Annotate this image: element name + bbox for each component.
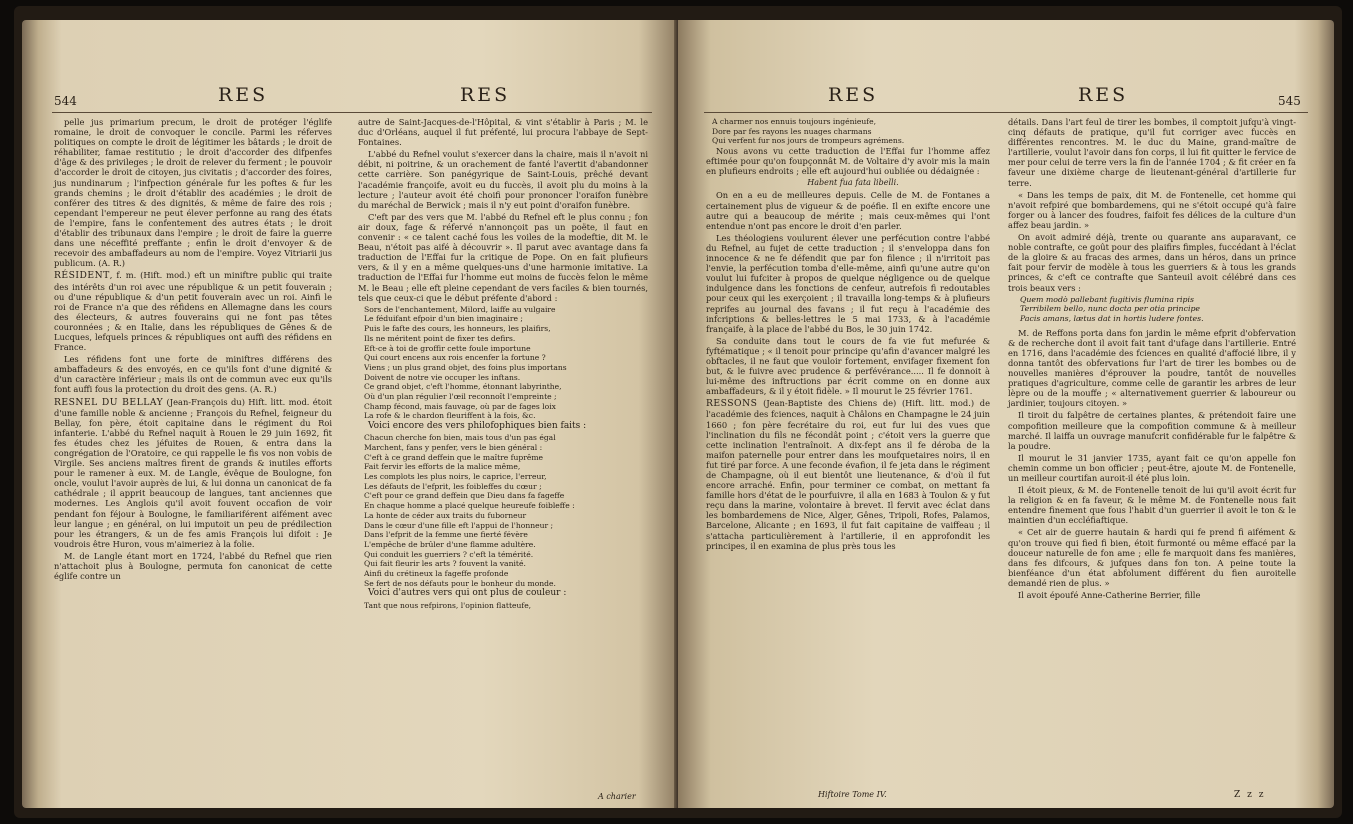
entry-headword: RESNEL DU BELLAY <box>54 396 164 408</box>
entry-text: (Jean-Baptiste des Chiens de) (Hift. litt. mod.) de l'académie des fciences, naquit à Châlons en Champagne le 24 juin 1660 ; fon père fecrétaire du roi, eut fur lui des vues que l'inclination du fils ne fécondât point ; c'étoit vers la guerre que cette inclination l'entraînoit. A dix-fept ans il fe déroba de la maifon paternelle pour entrer dans les moufquetaires noirs, il en fut tiré par force. A une feconde évafion, il fe jeta dans le régiment de Champagne, où il eut bientôt une lieutenance, & d'où il fut encore arraché. Enfin, pour terminer ce combat, on mettant fa famille hors d'état de le pourfuivre, il alla en 1683 à Toulon & y fut reçu dans la marine, volontaire à brevet. Il fervit avec éclat dans les bombardemens de Nice, Alger, Gênes, Tripoli, Rofes, Palamos, Barcelone, Alicante ; en 1693, il fut fait capitaine de vaiffeau ; il s'attacha particulièrement à l'artillerie, il en approfondit les principes, il en examina de plus près tous les <box>706 398 990 551</box>
verse-intro: Voici encore des vers philofophiques bien faits : <box>368 421 587 432</box>
paragraph: M. de Langle étant mort en 1724, l'abbé du Refnel que rien n'attachoit plus à Boulogne, permuta fon canonicat de cette églife contre un <box>54 550 332 582</box>
verse-line: Dans le cœur d'une fille eft l'appui de l'honneur ; <box>364 520 554 530</box>
paragraph: Nous avons vu cette traduction de l'Effai fur l'homme affez eftimée pour qu'on foupçonnât M. de Voltaire d'y avoir mis la main en plufieurs endroits ; elle eft aujourd'hui oubliée ou dédaignée : <box>706 146 990 177</box>
verse-line: Terribilem bello, nunc docta per otia principe <box>1020 304 1201 314</box>
dictionary-entry <box>706 398 990 550</box>
entry-text: , f. m. (Hift. mod.) eft un miniftre public qui traite des intérêts d'un roi avec une république & un petit fouverain ; ou d'une république & d'un petit fouverain avec un roi. Ainfi le roi de France n'a que des réfidens en Allemagne dans les cours des électeurs, & autres fouverains qui ne font pas têtes couronnées ; & en Italie, dans les républiques de Gênes & de Lucques, lefquels princes & républiques ont auffi des réfidens en France. <box>54 270 332 353</box>
verse-line: C'eft pour ce grand deffein que Dieu dans fa fageffe <box>364 491 565 501</box>
right-column-1 <box>706 117 990 777</box>
verse-line: Le féduifant efpoir d'un bien imaginaire ; <box>364 314 523 324</box>
verse-line: Ainfi du crétineux la fageffe profonde <box>364 569 509 579</box>
verse-line: Doivent de notre vie occuper les inftans. <box>364 372 521 382</box>
entry-text: (Jean-François du) Hift. litt. mod. étoit d'une famille noble & ancienne ; François du Refnel, feigneur du Bellay, fon père, étoit capitaine dans le régiment du Roi infanterie. L'abbé du Refnel naquit à Rouen le 29 juin 1692, fit fes études chez les jéfuites de Rouen, & entra dans la congrégation de l'Oratoire, ce qui rappelle le fis vos non vobis de Virgile. Ses anciens maîtres firent de grands & inutiles efforts pour le ramener à eux. M. de Langle, évêque de Boulogne, fon oncle, voulut l'avoir auprès de lui, & lui donna un canonicat de fa cathédrale ; il apprit beaucoup de langues, tant anciennes que modernes. Les Anglois qu'il avoit fouvent occafion de voir pendant fon féjour à Boulogne, le familiariférent aifément avec leur langue ; en général, on lui imputoit un peu de prédilection pour les étrangers, & un de fes amis François lui difoit : Je voudrois être Huron, vous m'aimeriez à la folie. <box>54 396 332 549</box>
book-scan <box>14 6 1342 818</box>
verse-line: Puis le fafte des cours, les honneurs, les plaifirs, <box>364 324 551 334</box>
verse-line: C'eft à ce grand deffein que le maître fuprême <box>364 452 544 462</box>
paragraph: C'eft par des vers que M. l'abbé du Refnel eft le plus connu ; fon air doux, fage & réfervé n'annonçoit pas un poëte, il faut en convenir : « ce talent caché fous les voiles de la modeftie, dit M. le Beau, n'étoit pas aifé à découvrir ». Il parut avec avantage dans fa traduction de l'Effai fur la critique de Pope. On en fait plufieurs vers, & il y en a même quelques-uns d'une harmonie imitative. La traduction de l'Effai fur l'homme eut moins de fuccès felon le même M. le Beau ; elle eft pleine cependant de vers faciles & bien tournés, tels que ceux-ci que le début préfente d'abord : <box>358 211 648 303</box>
verse-line: A charmer nos ennuis toujours ingénieufe, <box>712 117 876 126</box>
verse-line: Ils ne méritent point de fixer tes defirs. <box>364 333 516 343</box>
verse-line: Quem modò pallebant fugitivis flumina ripis <box>1020 294 1195 304</box>
paragraph: On en a eu de meilleures depuis. Celle de M. de Fontanes a certainement plus de vigueur & de poéfie. Il en exifte encore une autre qui a beaucoup de mérite ; mais ceux-mêmes qui l'ont entendue n'ont pas encore le droit d'en parler. <box>706 190 990 231</box>
paragraph: Les réfidens font une forte de miniftres différens des ambaffadeurs & des envoyés, en ce qu'ils font d'une dignité & d'un caractère inférieur ; mais ils ont de commun avec eux qu'ils font auffi fous la protection du droit des gens. (A. R.) <box>54 354 332 395</box>
paragraph: pelle jus primarium precum, le droit de protéger l'églife romaine, le droit de convoquer le concile. Parmi les réferves politiques on compte le droit de légitimer les bâtards ; le droit de réhabiliter, famae restitutio ; le droit d'accorder des difpenfes d'âge & des privileges ; le droit de relever du ferment ; le pouvoir d'accorder le droit de citoyen, jus civitatis ; d'accorder des foires, jus nundinarum ; l'infpection générale fur les poftes & fur les grands chemins ; le droit d'établir des académies ; le droit de conférer des titres & des dignités, & même de faire des rois ; cependant l'empereur ne peut élever perfonne au rang des états de l'empire, fans le confentement des autres états ; le droit d'établir des tribunaux dans l'empire ; le droit de faire la guerre dans une néceffité preffante ; enfin le droit d'envoyer & de recevoir des ambaffadeurs au nom de l'empire. Voyez Vitriarii jus publicum. (A. R.) <box>54 117 332 269</box>
verse-line: Qui verfent fur nos jours de trompeurs agrémens. <box>712 136 905 146</box>
page-number: 545 <box>1278 94 1301 108</box>
paragraph: L'abbé du Refnel voulut s'exercer dans la chaire, mais il n'avoit ni débit, ni poitrine, & un orachement de fanté l'avertit d'abandonner cette carrière. Son panégyrique de Saint-Louis, prêché devant l'académie françoife, avoit eu du fuccès, il avoit plu du moins à la lecture ; l'auteur avoit été choifi pour prononcer l'oraifon funèbre du maréchal de Berwick ; mais il n'y eut point d'oraifon funèbre. <box>358 149 648 210</box>
verse-line: Qui fait fleurir les arts ? fouvent la vanité. <box>364 559 526 569</box>
verse-block <box>358 601 648 611</box>
verse-line: En chaque homme a placé quelque heureufe foibleffe : <box>364 501 575 511</box>
paragraph: « Dans les temps de paix, dit M. de Fontenelle, cet homme qui n'avoit refpiré que bombardemens, qui ne s'étoit occupé qu'à faire forger ou à lancer des foudres, faifoit fes délices de la culture d'un affez beau jardin. » <box>1008 189 1296 230</box>
left-column-1 <box>54 117 332 789</box>
verse-line: Viens ; un plus grand objet, des foins plus importans <box>364 362 567 372</box>
left-page <box>22 20 678 808</box>
verse-block <box>358 433 648 588</box>
latin-verse <box>1008 295 1296 324</box>
verse-line: Où d'un plan régulier l'œil reconnoît l'empreinte ; <box>364 392 557 402</box>
verse-line: La rofe & le chardon fleuriffent à la fois, &c. <box>364 411 536 421</box>
right-page <box>678 20 1334 808</box>
verse-line: Les complots les plus noirs, le caprice, l'erreur, <box>364 472 547 482</box>
paragraph: Il étoit pieux, & M. de Fontenelle tenoit de lui qu'il avoit écrit fur la religion & en fa faveur, & le même M. de Fontenelle nous fait entendre finement que fous l'habit d'un guerrier il avoit le ton & le maintien d'un eccléfiaftique. <box>1008 485 1296 526</box>
paragraph: Il tiroit du falpêtre de certaines plantes, & prétendoit faire une compofition meilleure que la compofition commune & à meilleur marché. Il laiffa un ouvrage manufcrit confidérable fur le falpêtre & la poudre. <box>1008 410 1296 451</box>
verse-block <box>706 117 990 146</box>
running-head: RES <box>218 84 269 106</box>
verse-line: Qui conduit les guerriers ? c'eft la témérité. <box>364 549 534 559</box>
running-head: RES <box>460 84 511 106</box>
paragraph: « Cet air de guerre hautain & hardi qui fe prend fi aifément & qu'on trouve qui fied fi bien, étoit furmonté ou même effacé par la douceur naturelle de fon ame ; elle fe marquoit dans fes manières, dans fes difcours, & jufques dans fon ton. A peine toute la bienféance d'un état abfolument différent du fien auroitelle demandé rien de plus. » <box>1008 527 1296 588</box>
verse-block <box>358 305 648 421</box>
verse-line: Tant que nous refpirons, l'opinion flatteufe, <box>364 600 532 610</box>
footer-volume: Hiftoire Tome IV. <box>818 790 887 799</box>
running-head: RES <box>1078 84 1129 106</box>
verse-line: Chacun cherche fon bien, mais tous d'un pas égal <box>364 433 556 443</box>
paragraph: Sa conduite dans tout le cours de fa vie fut mefurée & fyftématique ; « il tenoit pour principe qu'afin d'avancer malgré les obftacles, il ne faut que vouloir fortement, envifager fixement fon but, & le fuivre avec prudence & perfévérance..... Il fe donnoit à lui-même des inftructions par écrit comme on en donne aux ambaffadeurs, & il y étoit fidèle. » Il mourut le 25 février 1761. <box>706 335 990 397</box>
paragraph: détails. Dans l'art feul de tirer les bombes, il comptoit jufqu'à vingt-cinq défauts de pratique, qu'il fut corriger avec fuccès en différentes rencontres. M. le duc du Maine, grand-maître de l'artillerie, voulut l'avoir dans fon corps, il lui fit quitter le fervice de mer pour celui de terre vers la fin de l'année 1704 ; & fit créer en fa faveur une dixième charge de lieutenant-général d'artillerie fur terre. <box>1008 117 1296 188</box>
paragraph: autre de Saint-Jacques-de-l'Hôpital, & vint s'établir à Paris ; M. le duc d'Orléans, auquel il fut préfenté, lui procura l'abbaye de Sept-Fontaines. <box>358 117 648 148</box>
verse-line: Eft-ce à toi de groffir cette foule importune <box>364 343 531 353</box>
header-rule <box>52 112 652 113</box>
verse-line: Fait fervir les efforts de la malice même, <box>364 462 521 472</box>
verse-line: Se fert de nos défauts pour le bonheur du monde. <box>364 578 556 588</box>
entry-headword: RESSONS <box>706 398 758 410</box>
verse-line: La honte de céder aux traits du fuborneur <box>364 510 527 520</box>
catchword: A charier <box>598 792 636 801</box>
verse-line: Marchent, fans y penfer, vers le bien général : <box>364 442 543 452</box>
verse-line: Qui court encens aux rois encenfer la fortune ? <box>364 353 546 363</box>
paragraph: Il mourut le 31 janvier 1735, ayant fait ce qu'on appelle fon chemin comme un bon officier ; peut-être, ajoute M. de Fontenelle, un meilleur courtifan auroit-il été plus loin. <box>1008 452 1296 484</box>
left-column-2 <box>358 117 648 789</box>
running-head: RES <box>828 84 879 106</box>
verse-line: Pacis amans, lætus dat in hortis ludere fontes. <box>1020 314 1204 323</box>
page-number: 544 <box>54 94 77 108</box>
verse-line: Les défauts de l'efprit, les foibleffes du cœur ; <box>364 481 542 491</box>
header-rule <box>704 112 1308 113</box>
verse-line: L'empêche de brûler d'une flamme adultère. <box>364 539 536 549</box>
paragraph: Les théologiens voulurent élever une perfécution contre l'abbé du Refnel, au fujet de cette traduction ; il s'enveloppa dans fon innocence & ne fe défendit que par fon filence ; il n'irritoit pas l'envie, la perfécution tomba d'elle-même, ainfi qu'une autre qu'on voulut lui fufciter à propos de quelque négligence ou de quelque indulgence dans les fonctions de cenfeur, autrefois fi redoutables pour ceux qui les exerçoient ; il travailla long-temps & à plufieurs reprifes au journal des favans ; il fut reçu à l'académie des infcriptions & belles-lettres le 5 mai 1733, & à l'académie françaife, à la place de l'abbé du Bos, le 30 juin 1742. <box>706 232 990 334</box>
paragraph: M. de Reffons porta dans fon jardin le même efprit d'obfervation & de recherche dont il avoit fait tant d'ufage dans l'artillerie. Entré en 1716, dans l'académie des fciences en qualité d'affocié libre, il y donna tantôt des obfervations fur l'art de tirer les bombes ou de nouvelles manières d'éprouver la poudre, tantôt de nouvelles pratiques d'agriculture, comme celle de garantir les arbres de leur lèpre ou de la mouffe ; « alternativement guerrier & laboureur ou jardinier, toujours citoyen. » <box>1008 327 1296 409</box>
paragraph: On avoit admiré déjà, trente ou quarante ans auparavant, ce noble contrafte, ce goût pour des plaifirs fimples, fuccédant à l'éclat de la gloire & au fracas des armes, dans un héros, dans un prince fait pour fervir de modèle à tous les guerriers & à tous les grands princes, & c'eft ce contrafte que Santeuil avoit célébré dans ces trois beaux vers : <box>1008 232 1296 293</box>
entry-headword: RÉSIDENT <box>54 270 110 282</box>
dictionary-entry <box>54 270 332 352</box>
right-column-2 <box>1008 117 1296 789</box>
dictionary-entry <box>54 397 332 549</box>
verse-line: Champ fécond, mais fauvage, où par de fages loix <box>364 401 556 411</box>
verse-intro: Voici d'autres vers qui ont plus de couleur : <box>368 588 567 599</box>
paragraph: Il avoit époufé Anne-Catherine Berrier, fille <box>1018 590 1201 601</box>
verse-line: Dore par fes rayons les nuages charmans <box>712 126 872 136</box>
verse-line: Ce grand objet, c'eft l'homme, étonnant labyrinthe, <box>364 382 562 392</box>
signature-mark: Z z z <box>1234 790 1266 800</box>
latin-quote: Habent fua fata libelli. <box>807 178 899 188</box>
verse-line: Sors de l'enchantement, Milord, laiffe au vulgaire <box>364 304 556 314</box>
verse-line: Dans l'efprit de la femme une fierté févère <box>364 530 528 540</box>
